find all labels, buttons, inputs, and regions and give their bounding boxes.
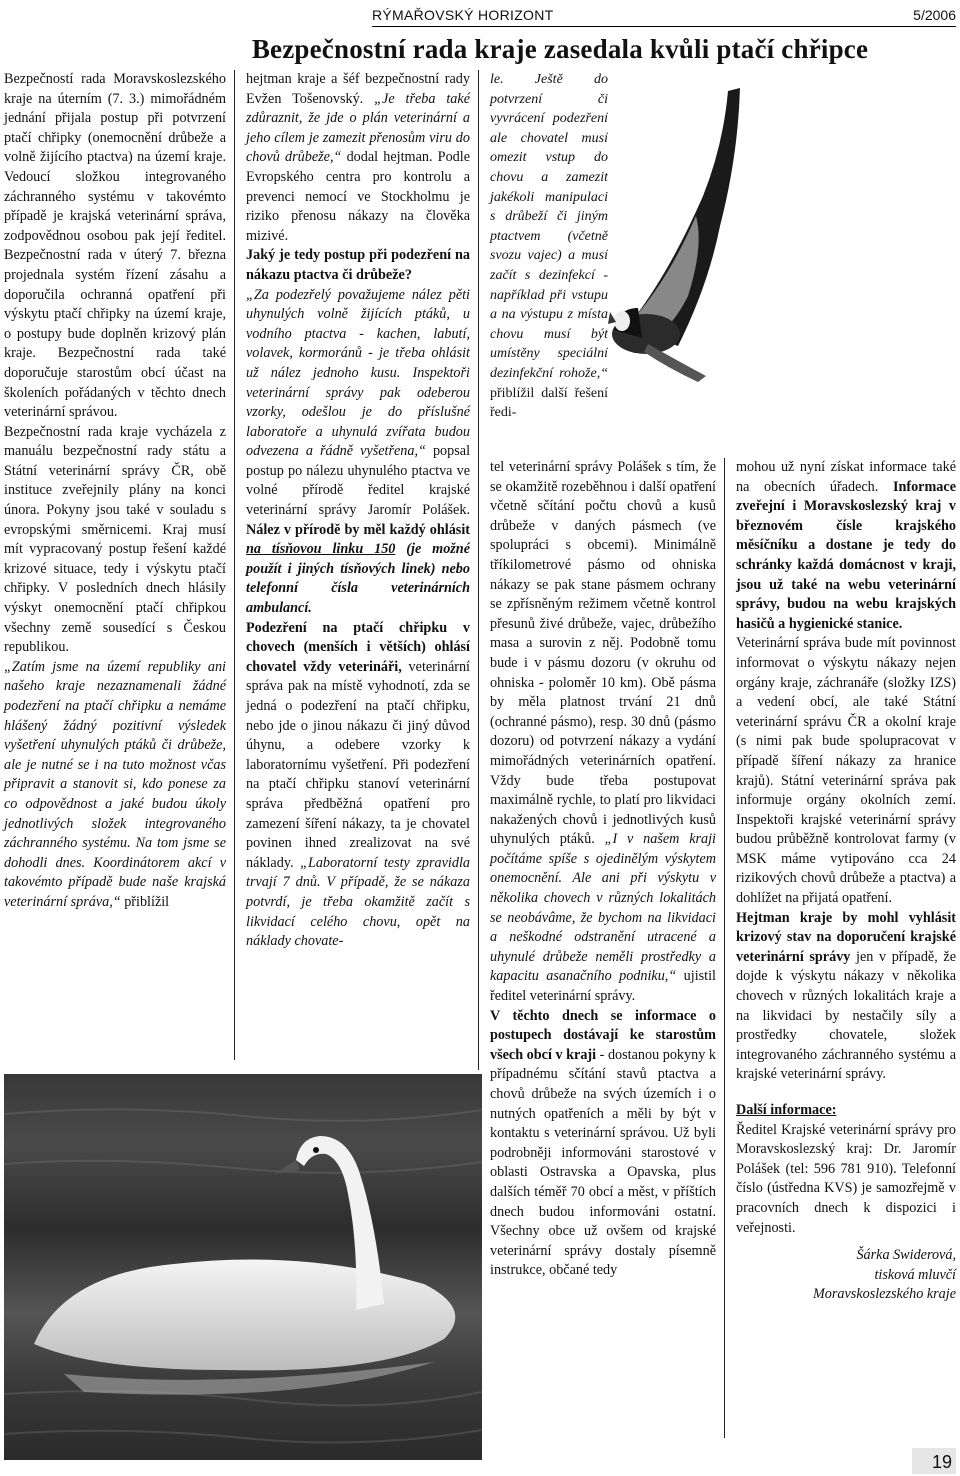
signature-role: tisková mluvčí (874, 1266, 956, 1283)
publication-name: RÝMAŘOVSKÝ HORIZONT (372, 7, 554, 23)
paragraph: Hejtman kraje by mohl vyhlásit krizový stav na doporučení krajské veterinární správy jen v případě, že dojde k výskytu nákazy v několika chovech v různých lokalitách kraje a na likvidaci by nestačily síly a prostředky chovatele, složek integrovaného záchranného systému a krajské veterinární správy. (736, 909, 956, 1083)
column-2 (246, 70, 470, 952)
paragraph: Podezření na ptačí chřipku v chovech (menších i větších) ohlásí chovatel vždy veterináři, veterinární správa pak na místě vyhodnotí, zda se jedná o podezření na ptačí chřipku, nebo jde o jinou nákazu či jiný důvod úhynu, a odebere vzorky k laboratornímu vyšetření. Při podezření na ptačí chřipku stanoví veterinární správa předběžná opatření pro zamezení šíření nákazy, ta je chovatel povinen ihned zrealizovat na své náklady. „Laboratorní testy zpravidla trvají 7 dnů. V případě, že se nákaza potvrdí, je třeba okamžitě začít s likvidací celého chovu, opět na náklady chovate- (246, 619, 470, 950)
paragraph: hejtman kraje a šéf bezpečnostní rady Evžen Tošenovský. „Je třeba také zdůraznit, že jde o plán veterinární a jeho cílem je zamezit přenosům viru do chovů drůbeže,“ dodal hejtman. Podle Evropského centra pro kontrolu a prevenci nemocí ve Stockholmu je riziko přenosu nákazy na člověka mizivé. (246, 71, 470, 244)
column-divider (478, 70, 479, 1070)
goose-photo (608, 76, 748, 396)
paragraph: Bezpečnostní rada kraje vycházela z manuálu bezpečnostní rady státu a Státní veterinární správy ČR, obě instituce zveřejnily plány na konci února. Pokyny jsou také v souladu s evropskými směrnicemi. Kraj musí mít vypracovaný postup řešení každé krizové situace, tedy i výskytu ptačí chřipky. V posledních dnech hlásily výskyt onemocnění ptačí chřipkou všechny země sousedící s Českou republikou. (4, 423, 226, 656)
paragraph: tel veterinární správy Polášek s tím, že se okamžitě rozeběhnou i další opatření včetně sčítání počtu chovů a kusů drůbeže v daných pásmech (ve spolupráci s obcemi). Minimálně tříkilometrové pásmo od ohniska nákazy se pak stane pásmem ochrany se zpřísněným režimem včetně kontrol přesunů živé drůbeže, vajec, drůbežího masa a surovin z něj. Podobně tomu bude i v pásmu dozoru (v okruhu od ohniska - poloměr 10 km). Obě pásma by měla platnost trvání 21 dnů (ochranné pásmo), resp. 30 dnů (pásmo dozoru) od potvrzení nákazy a vydání mimořádných veterinárních opatření. Vždy bude třeba postupovat maximálně rychle, to platí pro likvidaci nakažených chovů i jednotlivých kusů uhynulých ptáků. „I v našem kraji počítáme spíše s ojedinělým výskytem onemocnění. Ale ani při výskytu v několika chovech v různých lokalitách se neobávâme, že bychom na likvidaci a neškodné odstranění utracené a uhynulé drůbeže neměli prostředky a kapacitu asanačního podniku,“ ujistil ředitel veterinární správy. (490, 459, 716, 1005)
running-header (372, 4, 956, 27)
column-3 (490, 458, 716, 1281)
paragraph: „Zatím jsme na území republiky ani našeho kraje nezaznamenali žádné podezření na ptačí chřipku a nemáme hlášený žádný pozitivní výsledek vyšetření uhynulých ptáků či drůbeže, ale je nutné se i na tuto možnost včas připravit a stanovit si, kdo ponese za co odpovědnost a jaké budou úkoly jednotlivých složek integrovaného záchranného systému. Na tom jsme se dohodli dnes. Koordinátorem akcí v takovémto případě bude naše krajská veterinární správa,“ přiblížil (4, 658, 226, 910)
issue-number: 5/2006 (913, 7, 956, 23)
paragraph: Veterinární správa bude mít povinnost informovat o výskytu nákazy nejen orgány kraje, záchranáře (složky IZS) a vedení obcí, ale také Státní veterinární správu ČR a okolní kraje (s nimi pak bude spolupracovat v případě šíření nákazy za hranice krajů). Státní veterinární správa pak informuje orgány okolních zemí. Inspektoři krajské veterinární správy budou průběžně kontrolovat farmy (v MSK máme vytipováno cca 24 rizikových chovů drůbeže a ptactva) a dohlížet na přijatá opatření. (736, 635, 956, 907)
column-3-top (490, 70, 608, 423)
column-4 (736, 458, 956, 1305)
further-info-heading: Další informace: (736, 1102, 837, 1118)
page-number: 19 (912, 1448, 956, 1474)
column-divider (234, 70, 235, 1060)
paragraph: le. Ještě do potvrzení či vyvrácení podezření ale chovatel musí omezit vstup do chovu a zamezit jakékoli manipulaci s drůbeží či jiným ptactvem (včetně svozu vajec) a musí začít s dezinfekcí - například při vstupu a na výstupu z místa chovu musí být umístěny speciální dezinfekční rohože,“ přiblížil další řešení ředi- (490, 72, 608, 421)
paragraph: „Za podezřelý považujeme nález pěti uhynulých volně žijících ptáků, u vodního ptactva - kachen, labutí, volavek, kormoránů - je třeba ohlásit už nález jednoho kusu. Inspektoři veterinární správy pak odeberou vzorky, odešlou je do příslušné laboratoře a uhynulá zvířata budou odvezena a řádně vyšetřena,“ popsal postup po nálezu uhynulého ptactva ve volné přírodě ředitel krajské veterinární správy Jaromír Polášek. Nález v přírodě by měl každý ohlásit na tísňovou linku 150 (je možné použít i jiných tísňových linek) nebo telefonní čísla veterinárních ambulancí. (246, 286, 471, 617)
paragraph: Ředitel Krajské veterinární správy pro Moravskoslezský kraj: Dr. Jaromír Polášek (tel: 596 781 910). Telefonní číslo (ústředna KVS) je samozřejmě v pracovních dnech k dispozici i veřejnosti. (736, 1121, 956, 1236)
paragraph: mohou už nyní získat informace také na obecních úřadech. Informace zveřejní i Moravskoslezský kraj v březnovém čísle krajského měsíčníku a dostane je tedy do schránky každá domácnost v kraji, jsou už také na webu veterinární správy, budou na webu krajských hasičů a hygienické stanice. (736, 459, 956, 632)
swan-icon (4, 1074, 482, 1460)
signature-name: Šárka Swiderová, (856, 1247, 956, 1264)
goose-icon (608, 76, 748, 396)
swan-photo (4, 1074, 482, 1460)
signature-org: Moravskoslezského kraje (812, 1286, 956, 1303)
column-divider (724, 458, 725, 1438)
paragraph: Jaký je tedy postup při podezření na nákazu ptactva či drůbeže? (246, 247, 470, 283)
paragraph: Bezpečností rada Moravskoslezského kraje na úterním (7. 3.) mimořádném jednání přijala postup při potvrzení ptačí chřipky (onemocnění drůbeže a volně žijícího ptactva) na území kraje. Vedoucí složkou integrovaného záchranného systému v takovémto případě je krajská veterinární správa, zodpovědnou osobou pak její ředitel. Bezpečnostní rada v úterý 7. března projednala systém řízení zásahu a doporučila ochranná opatření při výskytu ptačí chřipky na území kraje, o postupy bude doplněn krizový plán kraje. Bezpečnostní rada také doporučuje starostům obcí účast na školeních pořádaných v těchto dnech veterinární správou. (4, 71, 226, 421)
paragraph: V těchto dnech se informace o postupech dostávají ke starostům všech obcí v kraji - dostanou pokyny k případnému sčítání stavů ptactva a chovů drůbeže na svých územích i o nutných opatřeních a měli by být v kontaktu s veterinární správou. Už byli podrobněji informováni starostové v oblasti Ostravska a Opavska, plus dalších téměř 70 obcí a měst, v příštích dnech budou informováni ostatní. Všechny obce už ovšem od krajské veterinární správy dostaly písemně instrukce, občané tedy (490, 1007, 716, 1279)
column-1 (4, 70, 226, 913)
article-title: Bezpečnostní rada kraje zasedala kvůli ptačí chřipce (251, 34, 869, 64)
